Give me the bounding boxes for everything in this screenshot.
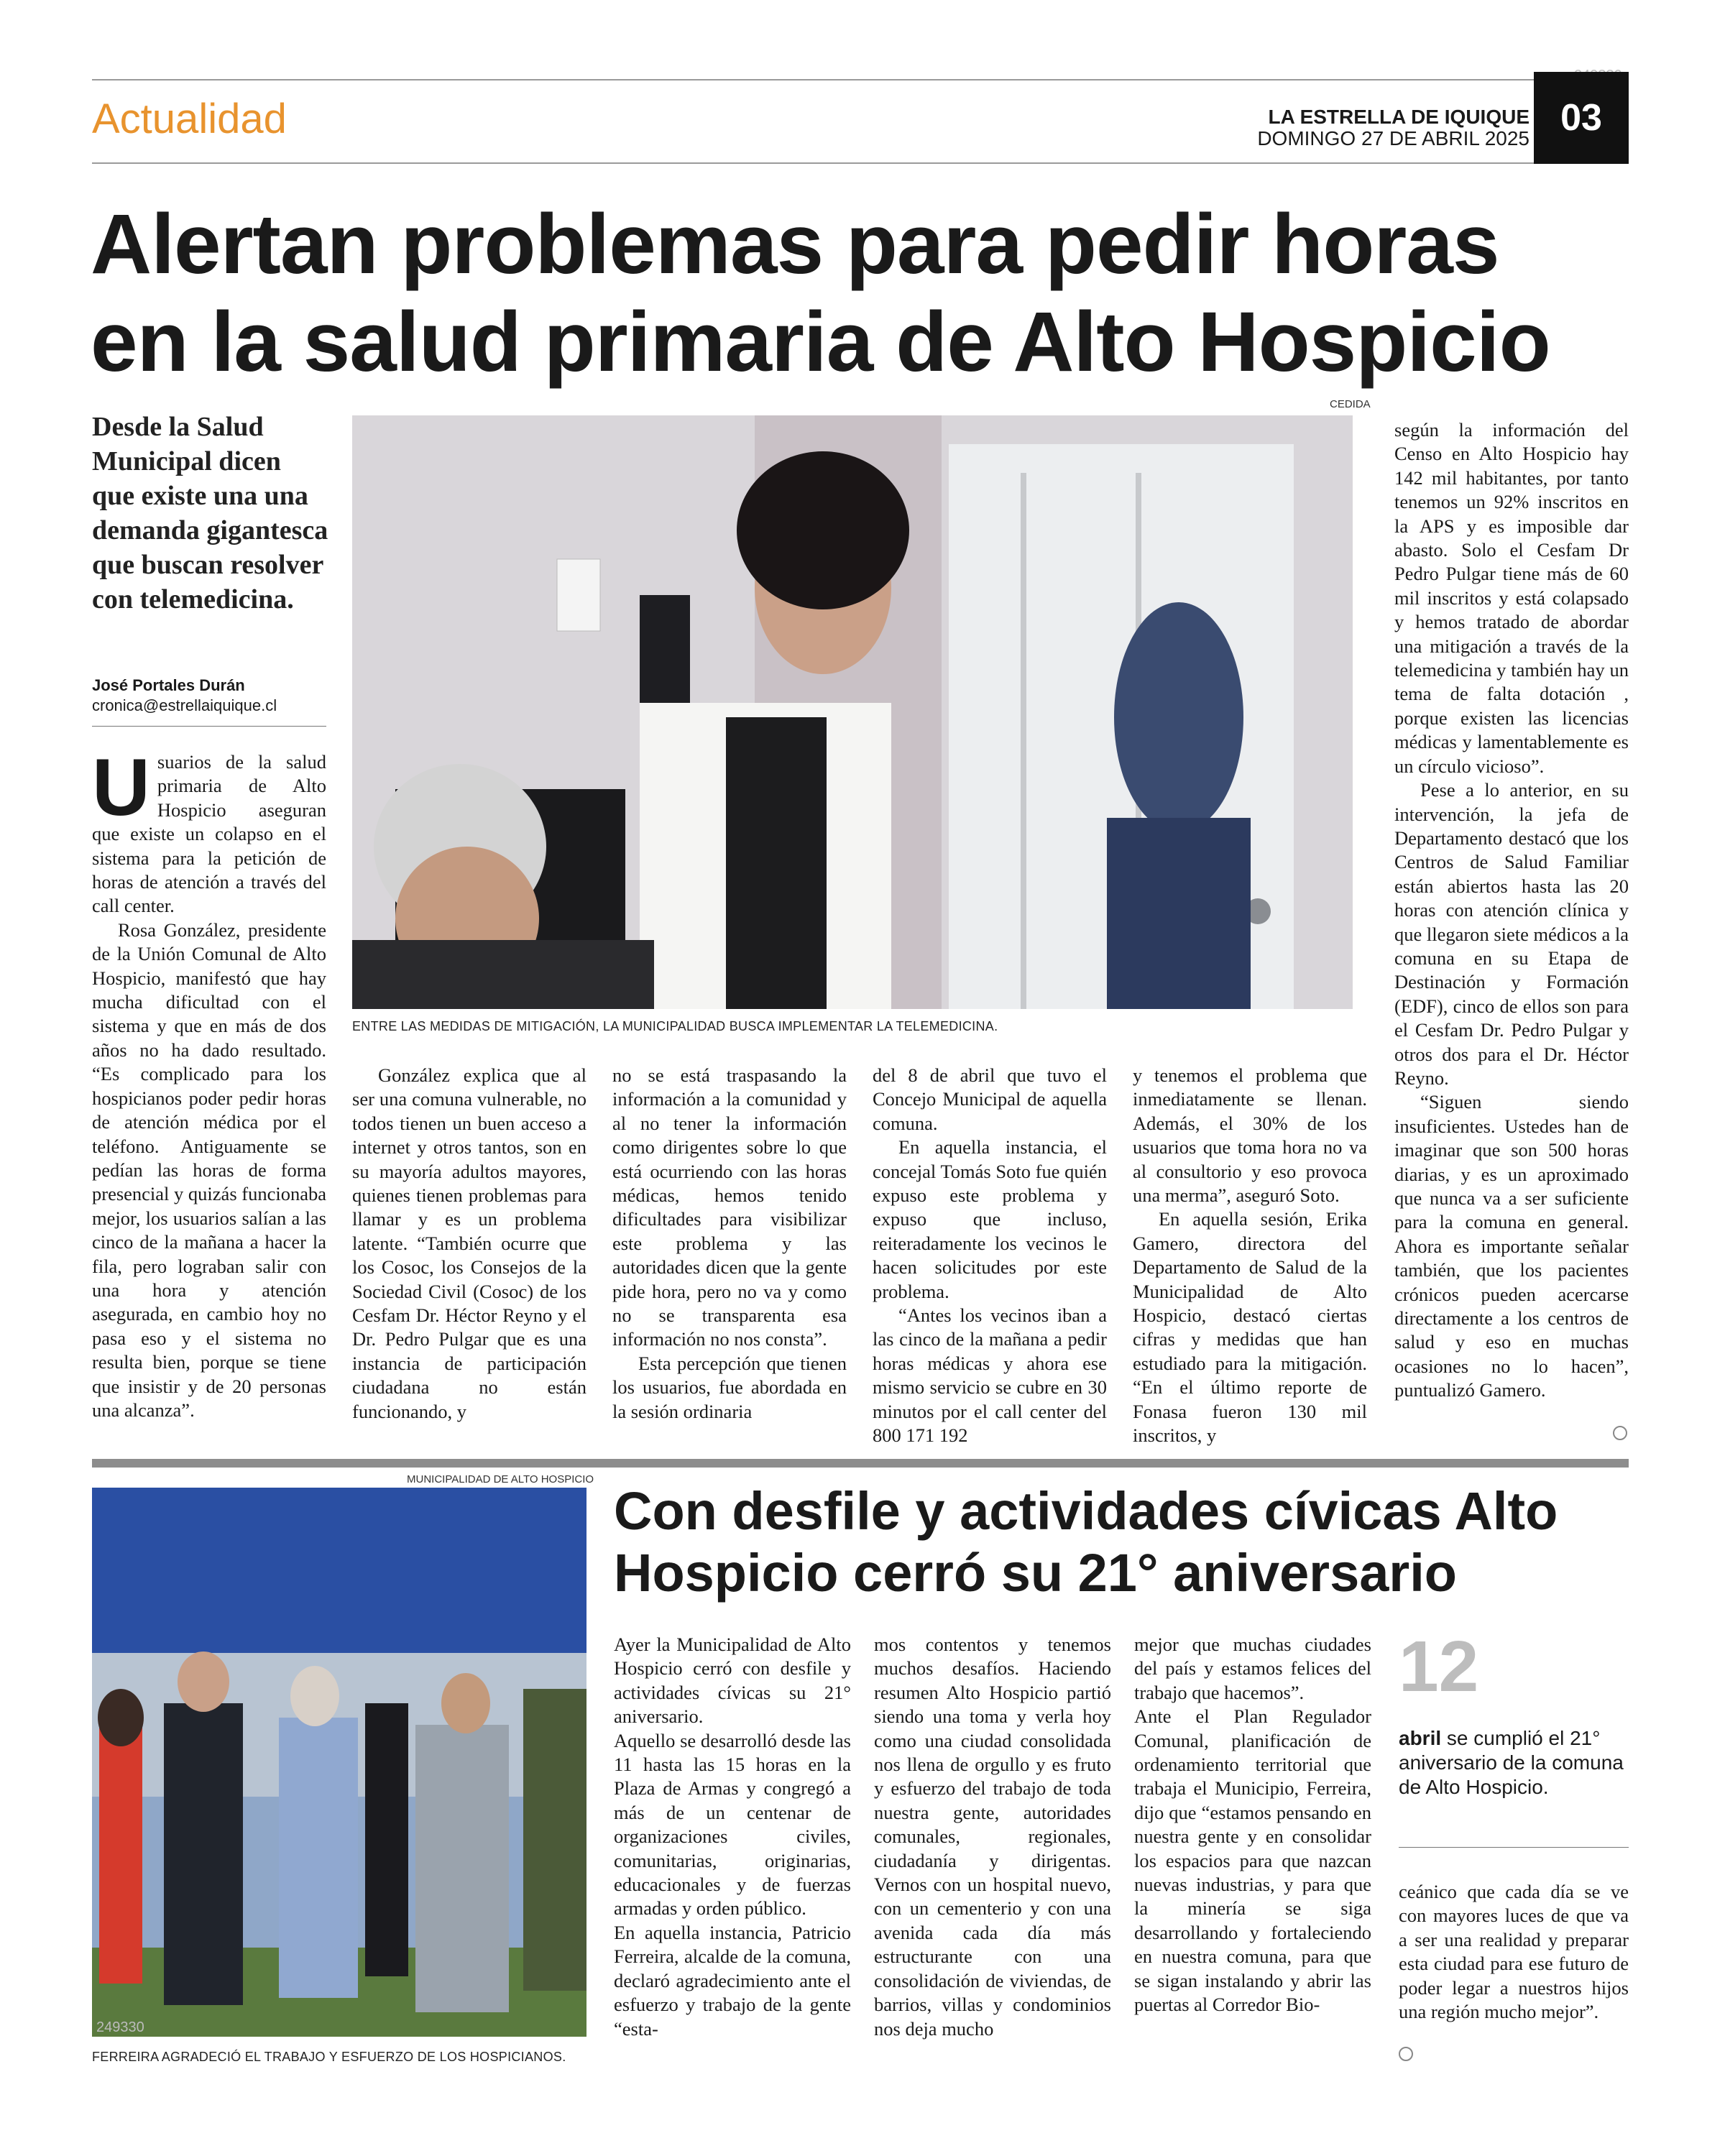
paragraph: En aquella instancia, Patricio Ferreira, alcalde de la comuna, declaró agradecimiento ante el esfuerzo y trabajo de la gente “esta- — [614, 1921, 851, 2040]
article1-headline-line2: en la salud primaria de Alto Hospicio — [91, 295, 1550, 390]
paragraph: En aquella instancia, el concejal Tomás Soto fue quién expuso este problema y expuso que incluso, reiteradamente los vecinos le hacen solicitudes por este problema. — [873, 1136, 1107, 1302]
article1-photo — [352, 415, 1353, 1009]
factoid-body: se cumplió el 21° aniversario de la comuna de Alto Hospicio. — [1399, 1727, 1624, 1798]
paragraph: Ayer la Municipalidad de Alto Hospicio cerró con desfile y actividades cívicas su 21° aniversario. — [614, 1634, 851, 1728]
article2-column-3 — [1134, 1633, 1371, 2017]
byline-rule — [92, 726, 326, 727]
author-name: José Portales Durán — [92, 676, 245, 694]
article1-photo-caption: ENTRE LAS MEDIDAS DE MITIGACIÓN, LA MUNICIPALIDAD BUSCA IMPLEMENTAR LA TELEMEDICINA. — [352, 1019, 998, 1033]
article1-lead: Desde la Salud Municipal dicen que existe una una demanda gigantesca que buscan resolver con telemedicina. — [92, 412, 328, 614]
article1-headline — [91, 195, 1636, 391]
article2-headline-line2: Hospicio cerró su 21° aniversario — [614, 1543, 1457, 1603]
paragraph: Pese a lo anterior, en su intervención, la jefa de Departamento destacó que los Centros de Salud Familiar están abiertos hasta las 20 horas con atención clínica y que llegaron siete médicos a la comuna en su Etapa de Destinación y Formación (EDF), cinco de ellos son para el Cesfam Dr. Pedro Pulgar y otros dos para el Dr. Héctor Reyno. — [1394, 779, 1629, 1089]
paragraph: “Antes los vecinos iban a las cinco de la mañana a pedir horas médicas y ahora ese mismo servicio se cubre en 30 minutos por el call center del 800 171 192 — [873, 1304, 1107, 1447]
article2-column-4 — [1399, 1880, 1629, 2024]
article2-photo-credit: MUNICIPALIDAD DE ALTO HOSPICIO — [407, 1473, 594, 1485]
paragraph: Ante el Plan Regulador Comunal, planificación de ordenamiento territorial que trabaja el Municipio, Ferreira, dijo que “estamos pensando en nuestra gente y en consolidar los espacios para que nazcan nuevas industrias, y para que la minería se siga desarrollando y fortaleciendo en nuestra comuna, para que se sigan instalando y abrir las puertas al Corredor Bio- — [1134, 1705, 1371, 2016]
article1-headline-line1: Alertan problemas para pedir horas — [91, 197, 1499, 292]
article2-column-1 — [614, 1633, 851, 2041]
issue-date: DOMINGO 27 DE ABRIL 2025 — [1257, 127, 1530, 149]
factoid-text — [1399, 1726, 1636, 1800]
anniversary-photo-illustration — [92, 1488, 586, 2037]
header-bottom-rule — [92, 162, 1534, 164]
page-number: 03 — [1534, 72, 1629, 164]
paragraph: Rosa González, presidente de la Unión Comunal de Alto Hospicio, manifestó que hay mucha dificultad con el sistema y que en más de dos años no ha dado resultado. “Es complicado para los hospicianos poder pedir horas de atención médica por el teléfono. Antiguamente se pedían las horas de forma presencial y quizás funcionaba mejor, los usuarios salían a las cinco de la mañana a hacer la fila, pero lograban salir con una hora y atención asegurada, en cambio hoy no pasa eso y el sistema no resulta bien, porque se tiene que insistir y de 20 personas una alcanza”. — [92, 918, 326, 1421]
section-divider — [92, 1459, 1629, 1468]
author-email: cronica@estrellaiquique.cl — [92, 696, 277, 714]
paragraph: y tenemos el problema que inmediatamente se llenan. Además, el 30% de los usuarios que toma hora no va al consultorio y eso provoca una merma”, aseguró Soto. — [1133, 1064, 1367, 1207]
article2-photo — [92, 1488, 586, 2037]
paragraph: Aquello se desarrolló desde las 11 hasta las 15 horas en la Plaza de Armas y congregó a más de un centenar de organizaciones civiles, comunitarias, originarias, educacionales y de fuerzas armadas y orden público. — [614, 1729, 851, 1920]
article2-photo-caption: FERREIRA AGRADECIÓ EL TRABAJO Y ESFUERZO DE LOS HOSPICIANOS. — [92, 2050, 566, 2064]
article1-photo-credit: CEDIDA — [1330, 398, 1371, 410]
paragraph: ceánico que cada día se ve con mayores luces de que va a ser una realidad y preparar esta ciudad para ese futuro de poder legar a nuestros hijos una región mucho mejor”. — [1399, 1881, 1629, 2023]
paragraph: Esta percepción que tienen los usuarios, fue abordada en la sesión ordinaria — [612, 1352, 847, 1422]
factoid-rule — [1399, 1847, 1629, 1848]
article2-photo-ref: 249330 — [96, 2019, 144, 2035]
factoid-bold: abril — [1399, 1727, 1442, 1749]
dropcap: U — [92, 742, 150, 832]
paragraph: del 8 de abril que tuvo el Concejo Municipal de aquella comuna. — [873, 1064, 1107, 1134]
paragraph: según la información del Censo en Alto Hospicio hay 142 mil habitantes, por tanto tenemos un 92% inscritos en la APS y es imposible dar abasto. Solo el Cesfam Dr Pedro Pulgar tiene más de 60 mil inscritos y está colapsado y hemos tratado de abordar una mitigación a través de la telemedicina y también hay un tema de falta dotación , porque existen las licencias médicas y lamentablemente es un círculo vicioso”. — [1394, 419, 1629, 777]
paragraph: “Siguen siendo insuficientes. Ustedes han de imaginar que son 500 horas diarias, y es un aproximado que nunca va a ser suficiente para la comuna en general. Ahora es importante señalar también, que los pacientes crónicos pueden acercarse directamente a los centros de salud y eso en muchas ocasiones no lo hacen”, puntualizó Gamero. — [1394, 1091, 1629, 1401]
meeting-photo-illustration — [352, 415, 1353, 1009]
article1-column-4 — [873, 1064, 1107, 1448]
paragraph: no se está traspasando la información a la comunidad y al no tener la información como dirigentes sobre lo que está ocurriendo con las horas médicas, hemos tenido dificultades para visibilizar este problema y las autoridades dicen que la gente pide hora, pero no va y como no se transparenta esa información no nos consta”. — [612, 1064, 847, 1350]
article1-column-3 — [612, 1064, 847, 1424]
paragraph — [92, 742, 326, 918]
article1-column-6 — [1394, 418, 1629, 1403]
paragraph-text: suarios de la salud primaria de Alto Hospicio aseguran que existe un colapso en el sistema para la petición de horas de atención a través del call center. — [92, 751, 326, 917]
article1-byline — [92, 676, 277, 716]
top-rule — [92, 79, 1534, 80]
masthead — [1257, 106, 1530, 149]
article2-end-mark — [1399, 2047, 1413, 2061]
paragraph: González explica que al ser una comuna vulnerable, no todos tienen un buen acceso a internet y otros tantos, son en su mayoría adultos mayores, quienes tienen problemas para llamar y es un problema latente. “También ocurre que los Cosoc, los Consejos de la Sociedad Civil (Cosoc) de los Cesfam Dr. Héctor Reyno y el Dr. Pedro Pulgar que es una instancia de participación ciudadana no están funcionando, y — [352, 1064, 586, 1422]
factoid-number: 12 — [1399, 1626, 1479, 1707]
article1-end-mark — [1613, 1426, 1627, 1440]
paragraph: En aquella sesión, Erika Gamero, directora del Departamento de Salud de la Municipalidad de Alto Hospicio, destacó ciertas cifras y medidas que han estudiado para la mitigación. “En el último reporte de Fonasa fueron 130 mil inscritos, y — [1133, 1208, 1367, 1447]
article1-column-1 — [92, 742, 326, 1422]
article1-column-2 — [352, 1064, 586, 1424]
article2-headline — [614, 1480, 1634, 1604]
newspaper-name: LA ESTRELLA DE IQUIQUE — [1268, 106, 1530, 128]
article2-column-2 — [874, 1633, 1111, 2041]
paragraph: mos contentos y tenemos muchos desafíos. Haciendo resumen Alto Hospicio partió siendo una toma y verla hoy como una ciudad consolidada nos llena de orgullo y es fruto y esfuerzo del trabajo de toda nuestra gente, autoridades comunales, regionales, ciudadanía y dirigentas. Vernos con un hospital nuevo, con un cementerio y con una avenida cada día más estructurante con una consolidación de viviendas, de barrios, villas y condominios nos deja mucho — [874, 1634, 1111, 2040]
section-label: Actualidad — [92, 96, 287, 142]
paragraph: mejor que muchas ciudades del país y estamos felices del trabajo que hacemos”. — [1134, 1634, 1371, 1703]
article2-headline-line1: Con desfile y actividades cívicas Alto — [614, 1481, 1558, 1541]
article1-column-5 — [1133, 1064, 1367, 1448]
